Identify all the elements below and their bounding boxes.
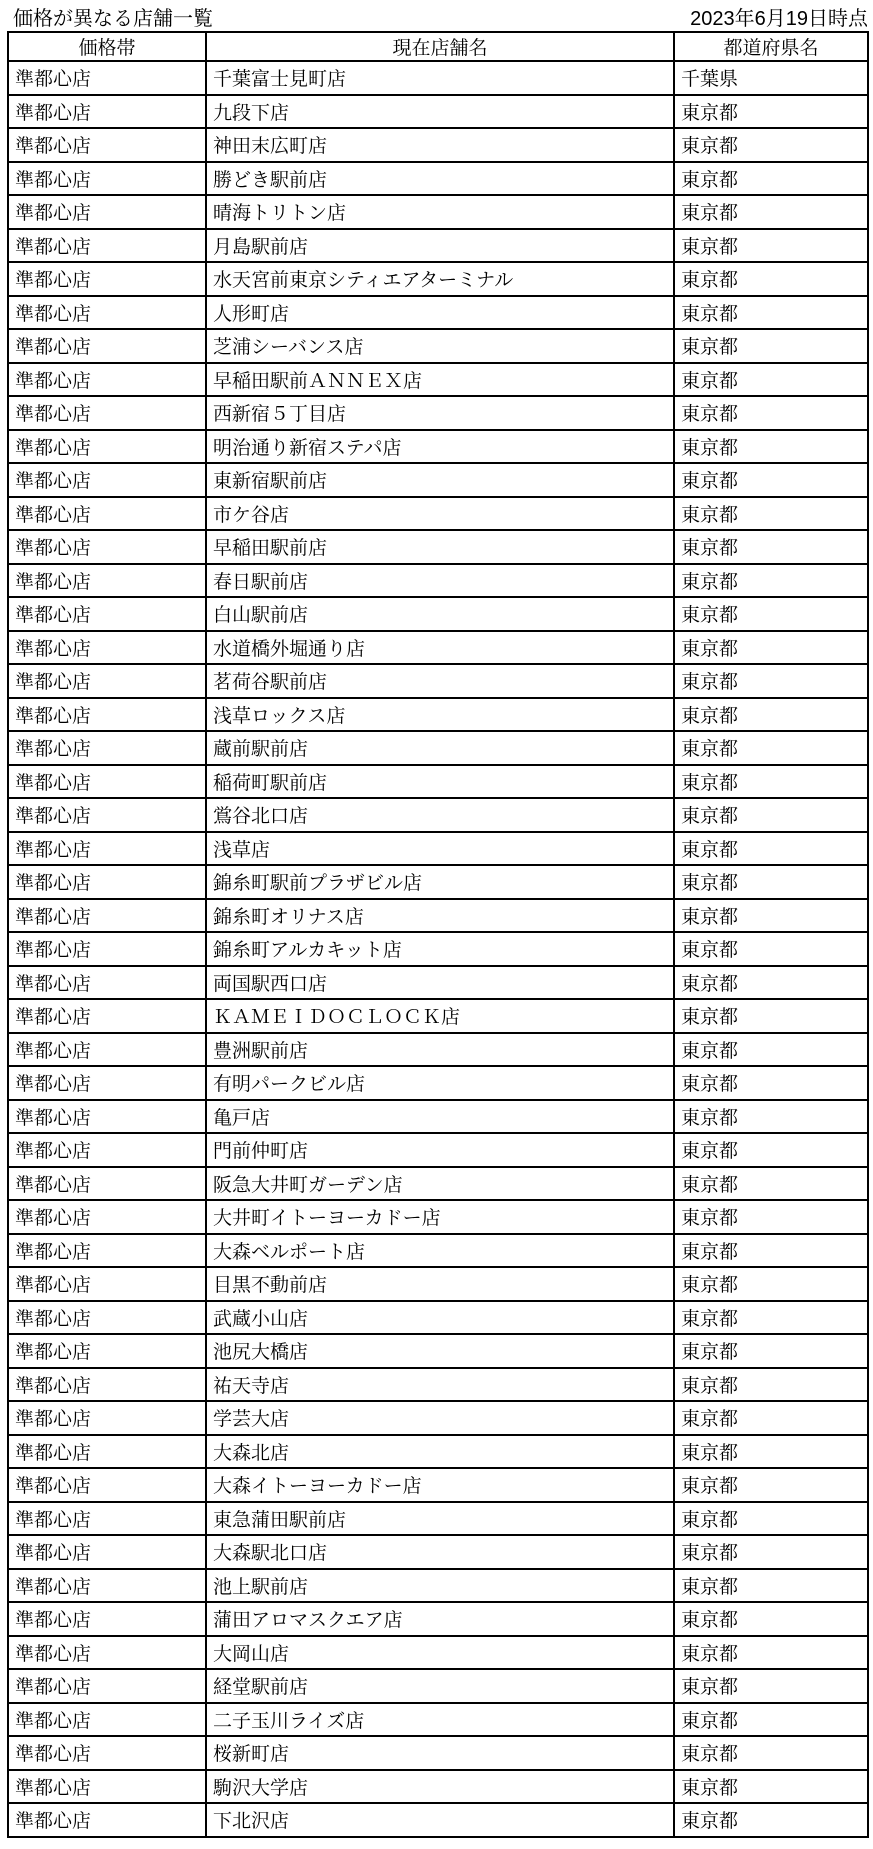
table-row (8, 999, 868, 1033)
price-band-cell: 準都心店 (8, 396, 206, 430)
prefecture-cell: 東京都 (674, 363, 868, 397)
prefecture-cell: 東京都 (674, 1334, 868, 1368)
store-name-cell: 祐天寺店 (206, 1368, 674, 1402)
price-band-cell: 準都心店 (8, 1770, 206, 1804)
table-row (8, 597, 868, 631)
store-name-cell: 大森ベルポート店 (206, 1234, 674, 1268)
store-name-cell: 水道橋外堀通り店 (206, 631, 674, 665)
store-name-cell: 人形町店 (206, 296, 674, 330)
store-name-cell: 有明パークビル店 (206, 1066, 674, 1100)
store-name-cell: 蒲田アロマスクエア店 (206, 1602, 674, 1636)
table-row (8, 1368, 868, 1402)
table-row (8, 966, 868, 1000)
store-name-cell: 亀戸店 (206, 1100, 674, 1134)
store-name-cell: 学芸大店 (206, 1401, 674, 1435)
prefecture-cell: 東京都 (674, 1535, 868, 1569)
table-row (8, 1468, 868, 1502)
table-row (8, 1066, 868, 1100)
store-name-cell: 神田末広町店 (206, 128, 674, 162)
store-name-cell: 阪急大井町ガーデン店 (206, 1167, 674, 1201)
store-name-cell: 桜新町店 (206, 1736, 674, 1770)
table-row (8, 497, 868, 531)
price-band-cell: 準都心店 (8, 463, 206, 497)
store-name-cell: 浅草店 (206, 832, 674, 866)
prefecture-cell: 東京都 (674, 497, 868, 531)
table-row (8, 1401, 868, 1435)
store-name-cell: 浅草ロックス店 (206, 698, 674, 732)
store-name-cell: 大森駅北口店 (206, 1535, 674, 1569)
table-row (8, 899, 868, 933)
table-row (8, 832, 868, 866)
price-band-cell: 準都心店 (8, 530, 206, 564)
table-row (8, 865, 868, 899)
prefecture-cell: 東京都 (674, 999, 868, 1033)
price-band-cell: 準都心店 (8, 1334, 206, 1368)
price-band-cell: 準都心店 (8, 765, 206, 799)
price-band-cell: 準都心店 (8, 1502, 206, 1536)
table-row (8, 1334, 868, 1368)
price-band-cell: 準都心店 (8, 832, 206, 866)
prefecture-cell: 東京都 (674, 731, 868, 765)
price-band-cell: 準都心店 (8, 1569, 206, 1603)
store-name-cell: 豊洲駅前店 (206, 1033, 674, 1067)
price-band-cell: 準都心店 (8, 698, 206, 732)
prefecture-cell: 東京都 (674, 765, 868, 799)
table-row (8, 128, 868, 162)
price-band-cell: 準都心店 (8, 664, 206, 698)
price-band-cell: 準都心店 (8, 262, 206, 296)
store-name-cell: 白山駅前店 (206, 597, 674, 631)
store-name-cell: 早稲田駅前ＡＮＮＥＸ店 (206, 363, 674, 397)
store-name-cell: 春日駅前店 (206, 564, 674, 598)
table-row (8, 1736, 868, 1770)
store-name-cell: 錦糸町アルカキット店 (206, 932, 674, 966)
prefecture-cell: 東京都 (674, 1066, 868, 1100)
prefecture-cell: 東京都 (674, 262, 868, 296)
price-band-cell: 準都心店 (8, 1468, 206, 1502)
table-row (8, 1100, 868, 1134)
store-name-cell: 早稲田駅前店 (206, 530, 674, 564)
prefecture-cell: 東京都 (674, 1167, 868, 1201)
table-row (8, 162, 868, 196)
table-row (8, 1803, 868, 1837)
prefecture-cell: 東京都 (674, 698, 868, 732)
price-band-cell: 準都心店 (8, 899, 206, 933)
prefecture-cell: 東京都 (674, 430, 868, 464)
store-name-cell: 茗荷谷駅前店 (206, 664, 674, 698)
prefecture-cell: 東京都 (674, 1669, 868, 1703)
prefecture-cell: 東京都 (674, 1368, 868, 1402)
price-band-cell: 準都心店 (8, 631, 206, 665)
table-row (8, 765, 868, 799)
table-row (8, 329, 868, 363)
prefecture-cell: 東京都 (674, 597, 868, 631)
table-row (8, 1167, 868, 1201)
price-band-cell: 準都心店 (8, 966, 206, 1000)
table-row (8, 463, 868, 497)
table-row (8, 262, 868, 296)
prefecture-cell: 東京都 (674, 463, 868, 497)
store-name-cell: 西新宿５丁目店 (206, 396, 674, 430)
prefecture-cell: 東京都 (674, 1803, 868, 1837)
store-name-cell: 錦糸町オリナス店 (206, 899, 674, 933)
store-table-body (8, 61, 868, 1837)
table-row (8, 430, 868, 464)
store-name-cell: 市ケ谷店 (206, 497, 674, 531)
price-band-cell: 準都心店 (8, 1200, 206, 1234)
prefecture-cell: 東京都 (674, 1703, 868, 1737)
table-row (8, 1234, 868, 1268)
prefecture-cell: 東京都 (674, 95, 868, 129)
price-band-cell: 準都心店 (8, 1435, 206, 1469)
price-band-cell: 準都心店 (8, 865, 206, 899)
table-row (8, 95, 868, 129)
prefecture-cell: 東京都 (674, 1200, 868, 1234)
price-band-cell: 準都心店 (8, 128, 206, 162)
table-row (8, 1770, 868, 1804)
table-row (8, 1669, 868, 1703)
price-band-cell: 準都心店 (8, 932, 206, 966)
price-band-cell: 準都心店 (8, 1602, 206, 1636)
prefecture-cell: 東京都 (674, 1770, 868, 1804)
store-name-cell: 鴬谷北口店 (206, 798, 674, 832)
price-band-cell: 準都心店 (8, 1636, 206, 1670)
store-name-cell: 門前仲町店 (206, 1133, 674, 1167)
store-name-cell: 経堂駅前店 (206, 1669, 674, 1703)
store-name-cell: 勝どき駅前店 (206, 162, 674, 196)
store-name-cell: 九段下店 (206, 95, 674, 129)
price-band-cell: 準都心店 (8, 195, 206, 229)
price-band-cell: 準都心店 (8, 597, 206, 631)
prefecture-cell: 東京都 (674, 229, 868, 263)
price-band-cell: 準都心店 (8, 1368, 206, 1402)
price-band-cell: 準都心店 (8, 1803, 206, 1837)
store-name-cell: 蔵前駅前店 (206, 731, 674, 765)
prefecture-cell: 東京都 (674, 1301, 868, 1335)
store-name-cell: ＫＡＭＥＩＤＯＣＬＯＣＫ店 (206, 999, 674, 1033)
price-band-cell: 準都心店 (8, 1301, 206, 1335)
price-band-cell: 準都心店 (8, 1167, 206, 1201)
store-name-cell: 下北沢店 (206, 1803, 674, 1837)
store-name-cell: 大井町イトーヨーカドー店 (206, 1200, 674, 1234)
table-row (8, 296, 868, 330)
table-row (8, 396, 868, 430)
table-row (8, 363, 868, 397)
store-name-cell: 両国駅西口店 (206, 966, 674, 1000)
prefecture-cell: 東京都 (674, 1569, 868, 1603)
prefecture-cell: 東京都 (674, 1267, 868, 1301)
price-band-cell: 準都心店 (8, 564, 206, 598)
price-band-cell: 準都心店 (8, 296, 206, 330)
prefecture-cell: 東京都 (674, 832, 868, 866)
column-header-prefecture: 都道府県名 (674, 32, 868, 61)
store-name-cell: 稲荷町駅前店 (206, 765, 674, 799)
prefecture-cell: 東京都 (674, 564, 868, 598)
store-name-cell: 明治通り新宿ステパ店 (206, 430, 674, 464)
price-band-cell: 準都心店 (8, 1033, 206, 1067)
prefecture-cell: 東京都 (674, 899, 868, 933)
price-band-cell: 準都心店 (8, 497, 206, 531)
prefecture-cell: 東京都 (674, 296, 868, 330)
prefecture-cell: 東京都 (674, 1234, 868, 1268)
table-row (8, 1569, 868, 1603)
prefecture-cell: 東京都 (674, 1636, 868, 1670)
price-band-cell: 準都心店 (8, 798, 206, 832)
table-row (8, 530, 868, 564)
price-band-cell: 準都心店 (8, 1535, 206, 1569)
store-name-cell: 東急蒲田駅前店 (206, 1502, 674, 1536)
price-band-cell: 準都心店 (8, 61, 206, 95)
store-name-cell: 芝浦シーバンス店 (206, 329, 674, 363)
prefecture-cell: 東京都 (674, 1033, 868, 1067)
price-band-cell: 準都心店 (8, 95, 206, 129)
prefecture-cell: 東京都 (674, 530, 868, 564)
store-name-cell: 東新宿駅前店 (206, 463, 674, 497)
price-band-cell: 準都心店 (8, 731, 206, 765)
table-row (8, 1535, 868, 1569)
store-name-cell: 大森イトーヨーカドー店 (206, 1468, 674, 1502)
prefecture-cell: 東京都 (674, 1435, 868, 1469)
store-name-cell: 大岡山店 (206, 1636, 674, 1670)
prefecture-cell: 千葉県 (674, 61, 868, 95)
price-band-cell: 準都心店 (8, 999, 206, 1033)
prefecture-cell: 東京都 (674, 1602, 868, 1636)
price-band-cell: 準都心店 (8, 1133, 206, 1167)
prefecture-cell: 東京都 (674, 865, 868, 899)
price-band-cell: 準都心店 (8, 162, 206, 196)
store-name-cell: 二子玉川ライズ店 (206, 1703, 674, 1737)
prefecture-cell: 東京都 (674, 396, 868, 430)
prefecture-cell: 東京都 (674, 1736, 868, 1770)
prefecture-cell: 東京都 (674, 1133, 868, 1167)
table-row (8, 564, 868, 598)
table-row (8, 61, 868, 95)
prefecture-cell: 東京都 (674, 329, 868, 363)
column-header-store-name: 現在店舗名 (206, 32, 674, 61)
price-band-cell: 準都心店 (8, 229, 206, 263)
price-band-cell: 準都心店 (8, 1234, 206, 1268)
prefecture-cell: 東京都 (674, 1100, 868, 1134)
prefecture-cell: 東京都 (674, 1468, 868, 1502)
table-row (8, 664, 868, 698)
store-name-cell: 錦糸町駅前プラザビル店 (206, 865, 674, 899)
prefecture-cell: 東京都 (674, 798, 868, 832)
price-band-cell: 準都心店 (8, 1669, 206, 1703)
table-header-row (8, 32, 868, 61)
store-name-cell: 駒沢大学店 (206, 1770, 674, 1804)
prefecture-cell: 東京都 (674, 932, 868, 966)
table-row (8, 1703, 868, 1737)
table-row (8, 798, 868, 832)
price-band-cell: 準都心店 (8, 1736, 206, 1770)
table-row (8, 1133, 868, 1167)
price-band-cell: 準都心店 (8, 1401, 206, 1435)
table-row (8, 1301, 868, 1335)
table-row (8, 698, 868, 732)
table-row (8, 932, 868, 966)
column-header-price-band: 価格帯 (8, 32, 206, 61)
table-row (8, 1200, 868, 1234)
store-name-cell: 池上駅前店 (206, 1569, 674, 1603)
store-name-cell: 晴海トリトン店 (206, 195, 674, 229)
price-band-cell: 準都心店 (8, 329, 206, 363)
prefecture-cell: 東京都 (674, 664, 868, 698)
prefecture-cell: 東京都 (674, 966, 868, 1000)
price-band-cell: 準都心店 (8, 430, 206, 464)
table-row (8, 1033, 868, 1067)
store-name-cell: 水天宮前東京シティエアターミナル (206, 262, 674, 296)
prefecture-cell: 東京都 (674, 195, 868, 229)
table-row (8, 229, 868, 263)
as-of-date-label: 2023年6月19日時点 (690, 8, 868, 30)
store-name-cell: 千葉富士見町店 (206, 61, 674, 95)
table-row (8, 631, 868, 665)
prefecture-cell: 東京都 (674, 162, 868, 196)
page-title: 価格が異なる店舗一覧 (13, 8, 213, 30)
price-band-cell: 準都心店 (8, 1066, 206, 1100)
store-name-cell: 武蔵小山店 (206, 1301, 674, 1335)
table-row (8, 195, 868, 229)
table-row (8, 1267, 868, 1301)
price-band-cell: 準都心店 (8, 1703, 206, 1737)
prefecture-cell: 東京都 (674, 631, 868, 665)
prefecture-cell: 東京都 (674, 1401, 868, 1435)
table-row (8, 1435, 868, 1469)
price-band-cell: 準都心店 (8, 1100, 206, 1134)
table-row (8, 1636, 868, 1670)
price-band-cell: 準都心店 (8, 1267, 206, 1301)
prefecture-cell: 東京都 (674, 1502, 868, 1536)
prefecture-cell: 東京都 (674, 128, 868, 162)
store-name-cell: 月島駅前店 (206, 229, 674, 263)
table-row (8, 1602, 868, 1636)
price-band-cell: 準都心店 (8, 363, 206, 397)
store-name-cell: 大森北店 (206, 1435, 674, 1469)
table-row (8, 1502, 868, 1536)
store-price-table (7, 31, 869, 1838)
store-name-cell: 池尻大橋店 (206, 1334, 674, 1368)
table-row (8, 731, 868, 765)
store-name-cell: 目黒不動前店 (206, 1267, 674, 1301)
